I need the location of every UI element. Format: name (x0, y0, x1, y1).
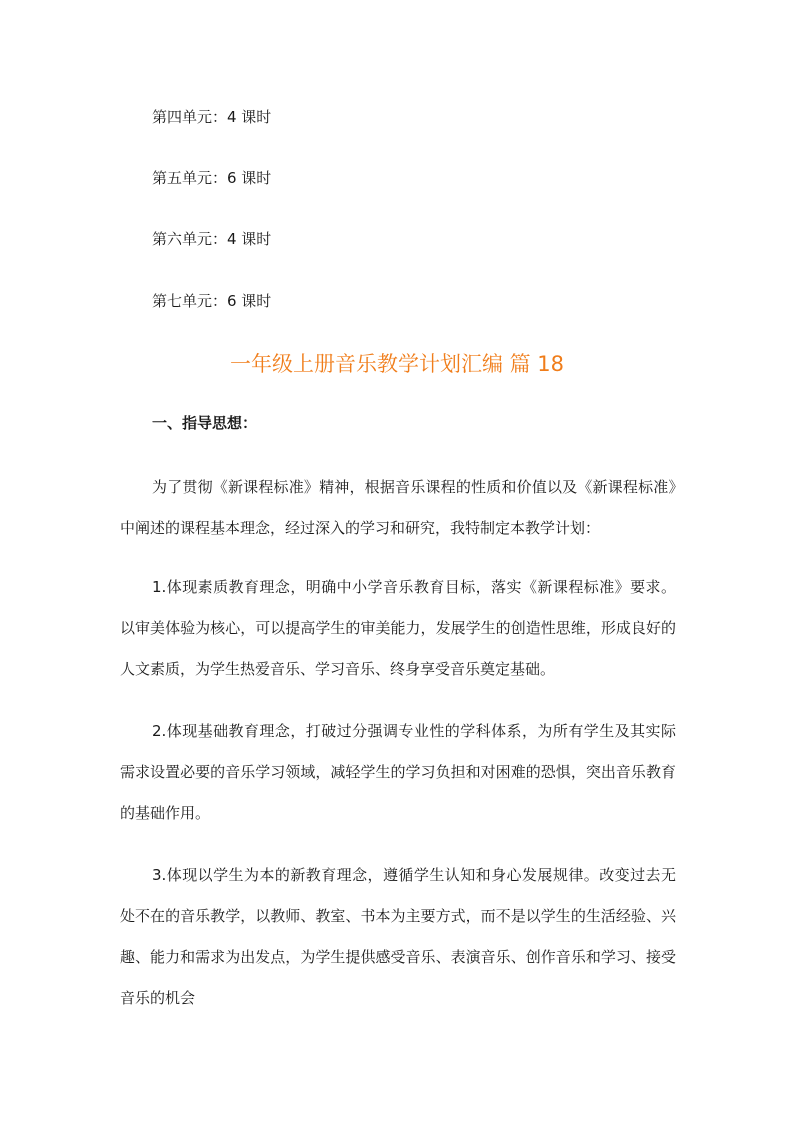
unit-line-5: 第五单元：6 课时 (152, 169, 272, 187)
section-heading: 一、指导思想： (152, 414, 258, 432)
paragraph-intro: 为了贯彻《新课程标准》精神，根据音乐课程的性质和价值以及《新课程标准》中阐述的课程基本理念，经过深入的学习和研究，我特制定本教学计划： (120, 478, 676, 537)
paragraph-point-3: 3.体现以学生为本的新教育理念，遵循学生认知和身心发展规律。改变过去无处不在的音乐教学，以教师、教室、书本为主要方式，而不是以学生的生活经验、兴趣、能力和需求为出发点，为学生提供感受音乐、表演音乐、创作音乐和学习、接受音乐的机会 (120, 866, 676, 1007)
unit-line-7: 第七单元：6 课时 (152, 292, 272, 310)
paragraph-point-2: 2.体现基础教育理念，打破过分强调专业性的学科体系，为所有学生及其实际需求设置必要的音乐学习领域，减轻学生的学习负担和对困难的恐惧，突出音乐教育的基础作用。 (120, 722, 676, 822)
section-title: 一年级上册音乐教学计划汇编 篇 18 (229, 352, 565, 376)
unit-line-6: 第六单元：4 课时 (152, 230, 272, 248)
unit-line-4: 第四单元：4 课时 (152, 108, 272, 126)
paragraph-point-1: 1.体现素质教育理念，明确中小学音乐教育目标，落实《新课程标准》要求。以审美体验为核心，可以提高学生的审美能力，发展学生的创造性思维，形成良好的人文素质，为学生热爱音乐、学习音乐、终身享受音乐奠定基础。 (120, 578, 676, 678)
